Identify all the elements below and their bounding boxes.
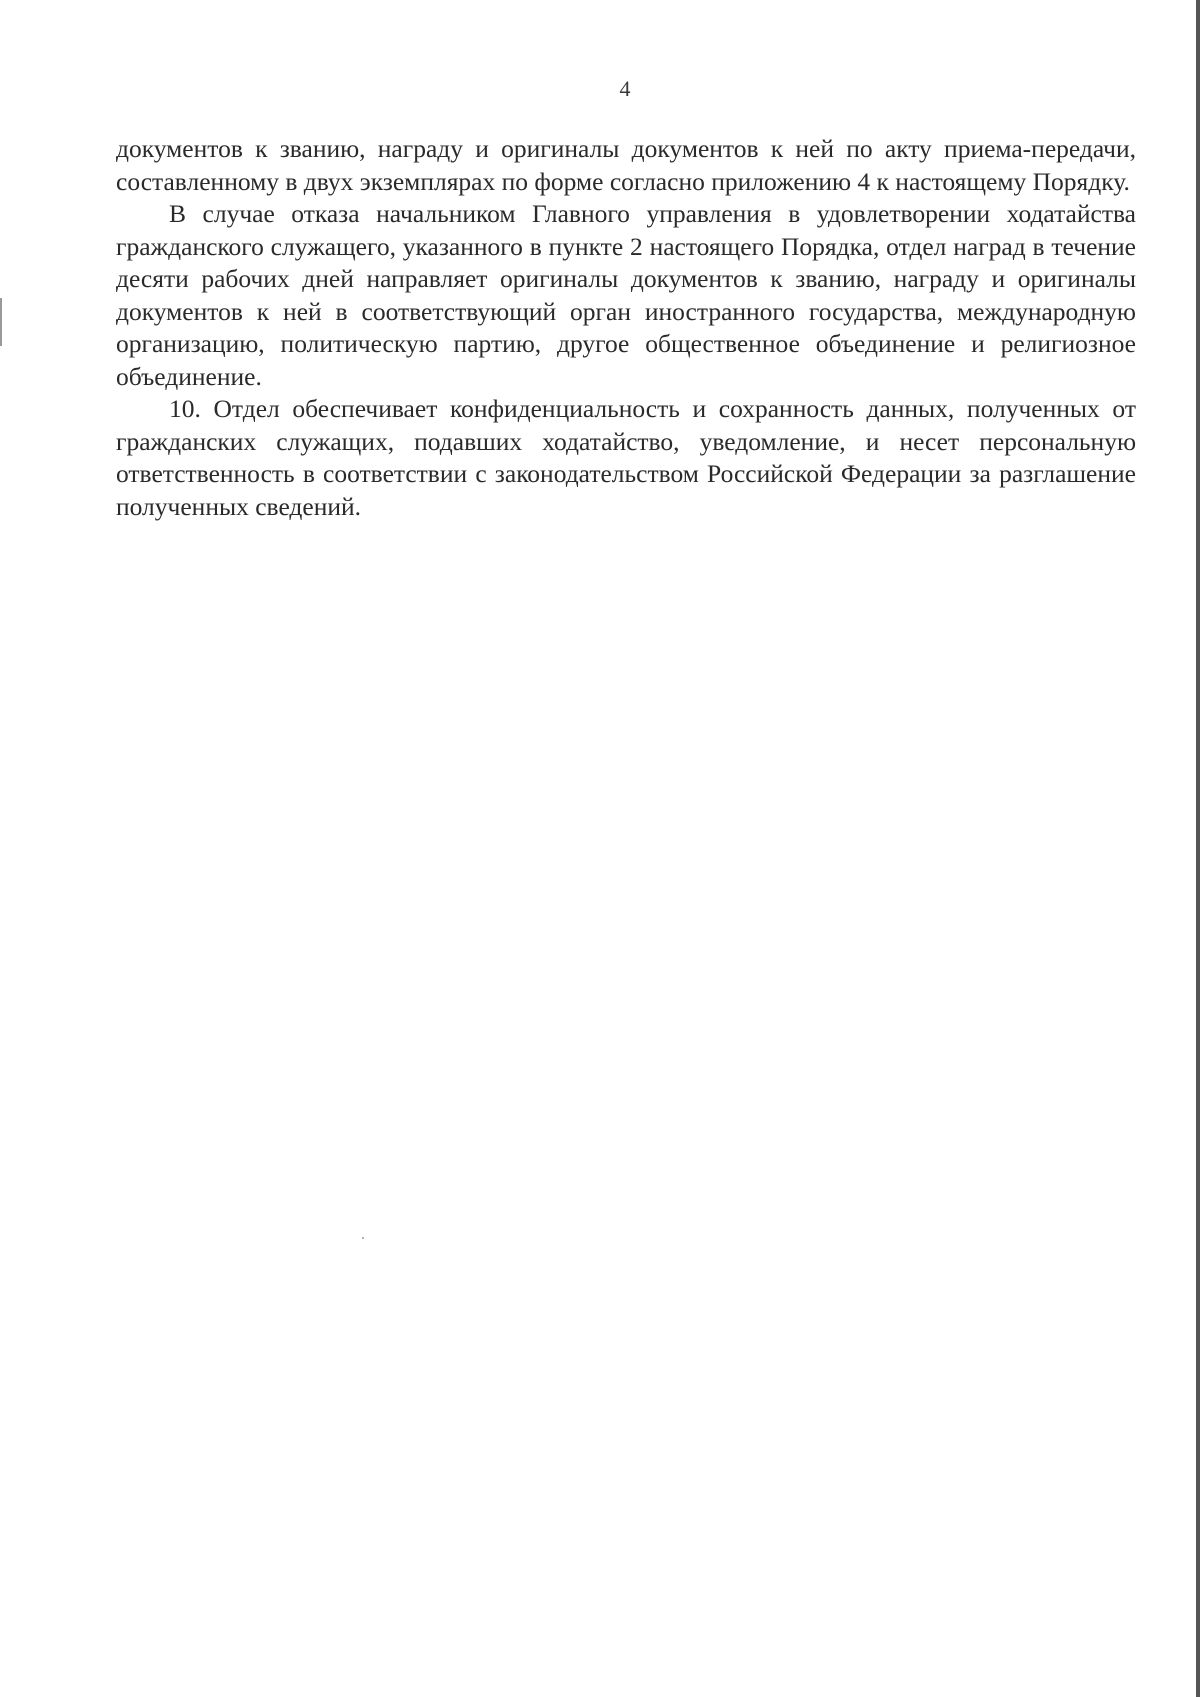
scan-edge <box>1196 0 1200 1697</box>
page-number: 4 <box>619 76 631 101</box>
paragraph-item-10: 10. Отдел обеспечивает конфиденциальность и сохранность данных, полученных от гражданских служащих, подавших ходатайство, уведомление, и несет персональную ответственность в соответствии с законодательством Российской Федерации за разглашение полученных сведений. <box>116 394 1136 521</box>
scan-speck <box>362 1237 364 1239</box>
scan-mark <box>0 298 2 346</box>
paragraph-refusal-case: В случае отказа начальником Главного управления в удовлетворении ходатайства гражданского служащего, указанного в пункте 2 настоящего Порядка, отдел наград в течение десяти рабочих дней направляет оригиналы документов к званию, награду и оригиналы документов к ней в соответствующий орган иностранного государства, международную организацию, политическую партию, другое общественное объединение и религиозное объединение. <box>116 199 1136 391</box>
body-text <box>116 133 1136 523</box>
paragraph-continuation: документов к званию, награду и оригиналы документов к ней по акту приема-передачи, составленному в двух экземплярах по форме согласно приложению 4 к настоящему Порядку. <box>116 134 1136 196</box>
